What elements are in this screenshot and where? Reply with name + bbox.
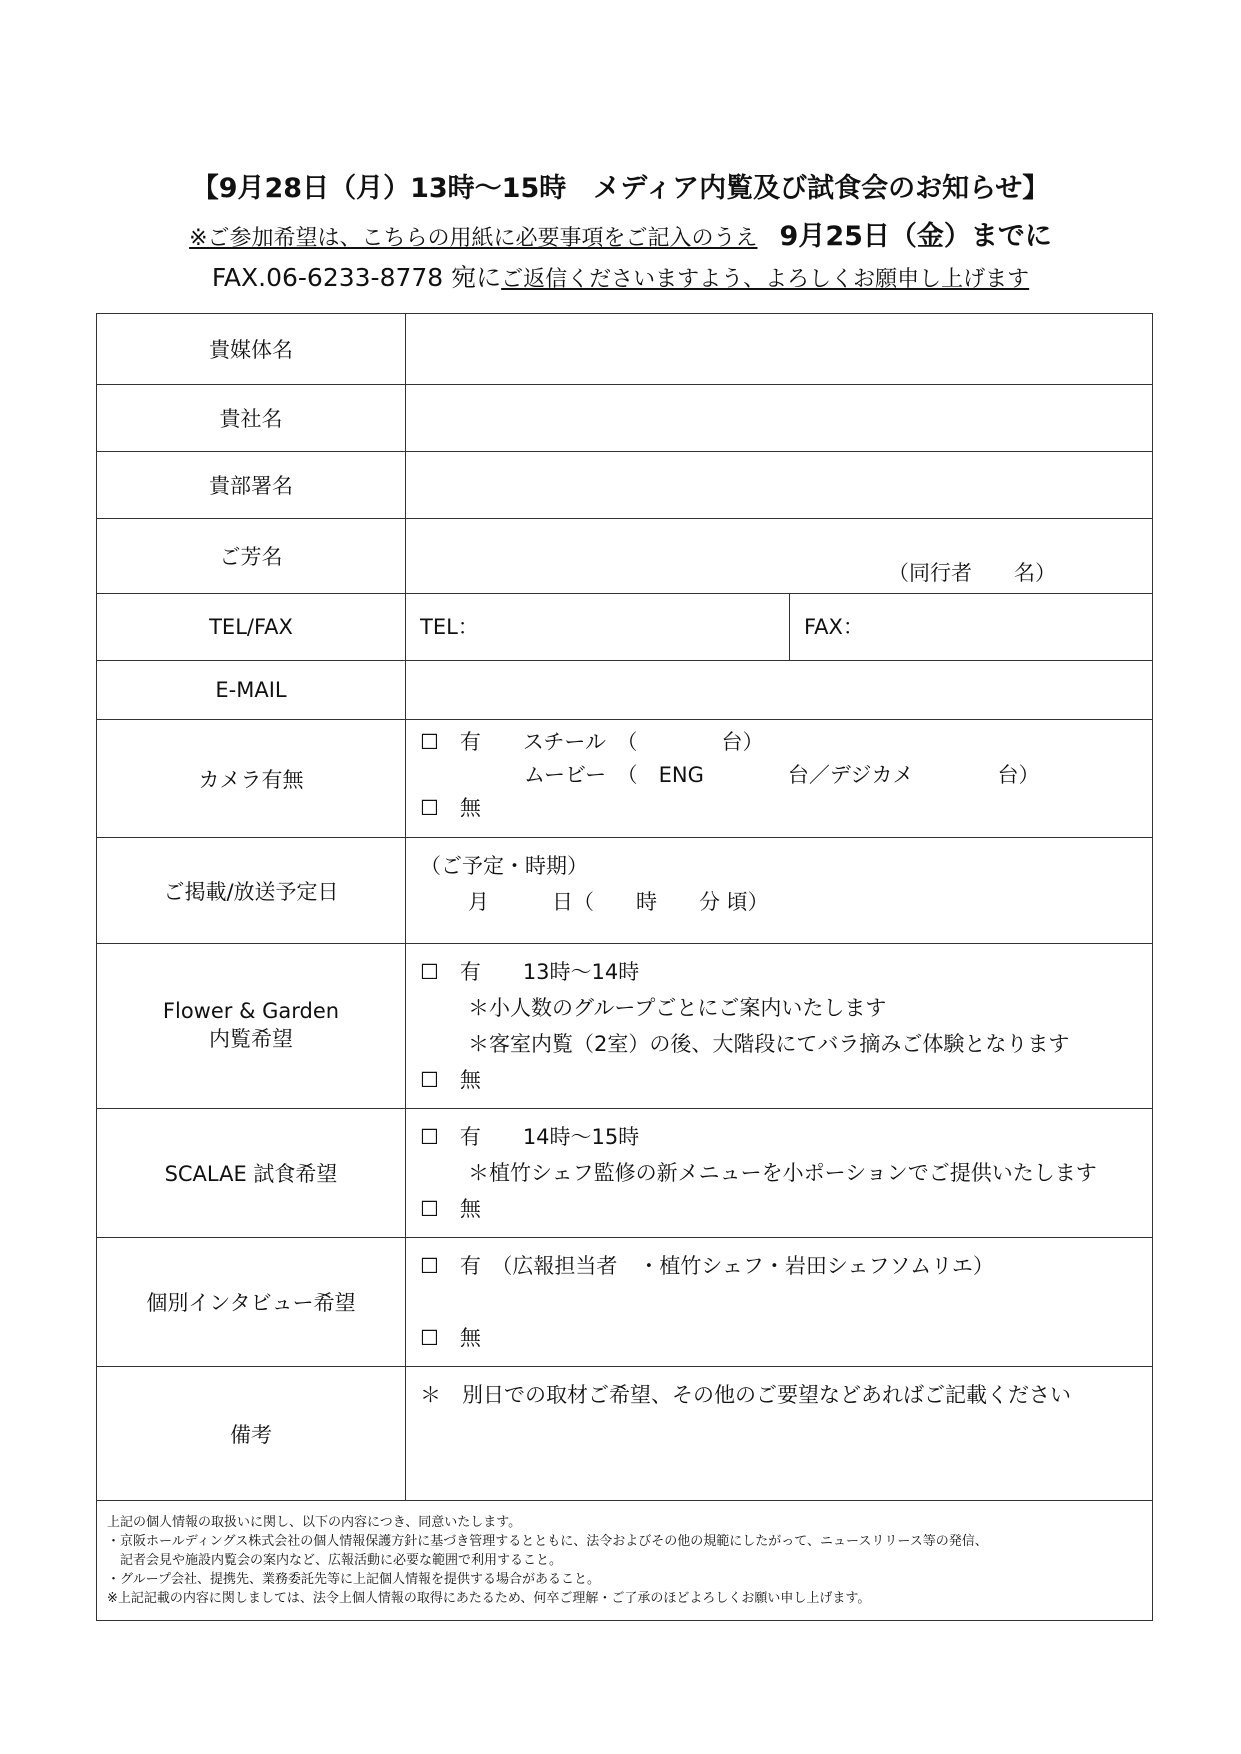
page-title: 【9月28日（月）13時～15時 メディア内覧及び試食会のお知らせ】	[191, 173, 1050, 204]
privacy-line: 記者会見や施設内覧会の案内など、広報活動に必要な範囲で利用すること。	[107, 1553, 563, 1568]
instruction-text: ※ご参加希望は、こちらの用紙に必要事項をご記入のうえ	[189, 226, 758, 251]
scalae-note: ＊植竹シェフ監修の新メニューを小ポーションでご提供いたします	[468, 1161, 1097, 1185]
privacy-notice	[97, 1501, 1153, 1621]
companions-count: （同行者 名）	[888, 561, 1056, 585]
privacy-line: ・グループ会社、提携先、業務委託先等に上記個人情報を提供する場合があること。	[107, 1572, 600, 1587]
scalae-field[interactable]	[406, 1109, 1153, 1238]
privacy-line: ・京阪ホールディングス株式会社の個人情報保護方針に基づき管理するとともに、法令およびその他の規範にしたがって、ニュースリリース等の発信、	[107, 1534, 988, 1549]
company-field[interactable]	[406, 385, 1153, 452]
flower-yes-option[interactable]: ☐ 有 13時～14時	[420, 960, 640, 984]
flower-note-2: ＊客室内覧（2室）の後、大階段にてバラ摘みご体験となります	[468, 1032, 1070, 1056]
label-publish-date: ご掲載/放送予定日	[97, 838, 406, 944]
label-email: E-MAIL	[97, 661, 406, 720]
fax-number: FAX.06-6233-8778 宛に	[211, 263, 502, 292]
fax-field[interactable]: FAX：	[790, 594, 1153, 661]
privacy-line: 上記の個人情報の取扱いに関し、以下の内容につき、同意いたします。	[107, 1515, 522, 1530]
label-remarks: 備考	[97, 1367, 406, 1501]
flower-subtitle: 内覧希望	[209, 1027, 293, 1051]
flower-no-option[interactable]: ☐ 無	[420, 1068, 481, 1092]
flower-note-1: ＊小人数のグループごとにご案内いたします	[468, 996, 887, 1020]
scalae-no-option[interactable]: ☐ 無	[420, 1197, 481, 1221]
privacy-line: ※上記記載の内容に関しましては、法令上個人情報の取得にあたるため、何卒ご理解・ご了承のほどよろしくお願い申し上げます。	[107, 1591, 871, 1606]
interview-yes-option[interactable]: ☐ 有 （広報担当者 ・植竹シェフ・岩田シェフソムリエ）	[420, 1254, 994, 1278]
media-field[interactable]	[406, 314, 1153, 385]
remarks-note: ＊ 別日での取材ご希望、その他のご要望などあればご記載ください	[420, 1383, 1071, 1407]
publish-hint: （ご予定・時期）	[420, 854, 588, 878]
label-telfax: TEL/FAX	[97, 594, 406, 661]
tel-field[interactable]: TEL：	[406, 594, 790, 661]
label-department: 貴部署名	[97, 452, 406, 519]
camera-field[interactable]	[406, 720, 1153, 838]
flower-title: Flower & Garden	[162, 999, 340, 1023]
fax-line	[0, 258, 1241, 294]
interview-no-option[interactable]: ☐ 無	[420, 1326, 481, 1350]
interview-field[interactable]	[406, 1238, 1153, 1367]
label-company: 貴社名	[97, 385, 406, 452]
label-name: ご芳名	[97, 519, 406, 594]
publish-date-field[interactable]	[406, 838, 1153, 944]
instruction-line	[0, 214, 1241, 253]
registration-form	[96, 313, 1153, 1621]
label-flower-garden	[97, 944, 406, 1109]
camera-no-option[interactable]: ☐ 無	[420, 796, 481, 820]
name-field[interactable]	[406, 519, 1153, 594]
remarks-field[interactable]	[406, 1367, 1153, 1501]
reply-request: ご返信くださいますよう、よろしくお願申し上げます	[501, 267, 1030, 292]
label-scalae: SCALAE 試食希望	[97, 1109, 406, 1238]
scalae-yes-option[interactable]: ☐ 有 14時～15時	[420, 1125, 640, 1149]
label-media: 貴媒体名	[97, 314, 406, 385]
label-interview: 個別インタビュー希望	[97, 1238, 406, 1367]
label-camera: カメラ有無	[97, 720, 406, 838]
department-field[interactable]	[406, 452, 1153, 519]
publish-datetime: 月 日（ 時 分 頃）	[468, 890, 769, 914]
email-field[interactable]	[406, 661, 1153, 720]
camera-yes-option[interactable]: ☐ 有 スチール （ 台）	[420, 730, 764, 754]
camera-movie-line: ムービー （ ENG 台／デジカメ 台）	[524, 763, 1040, 787]
flower-field[interactable]	[406, 944, 1153, 1109]
deadline: 9月25日（金）までに	[779, 221, 1052, 252]
